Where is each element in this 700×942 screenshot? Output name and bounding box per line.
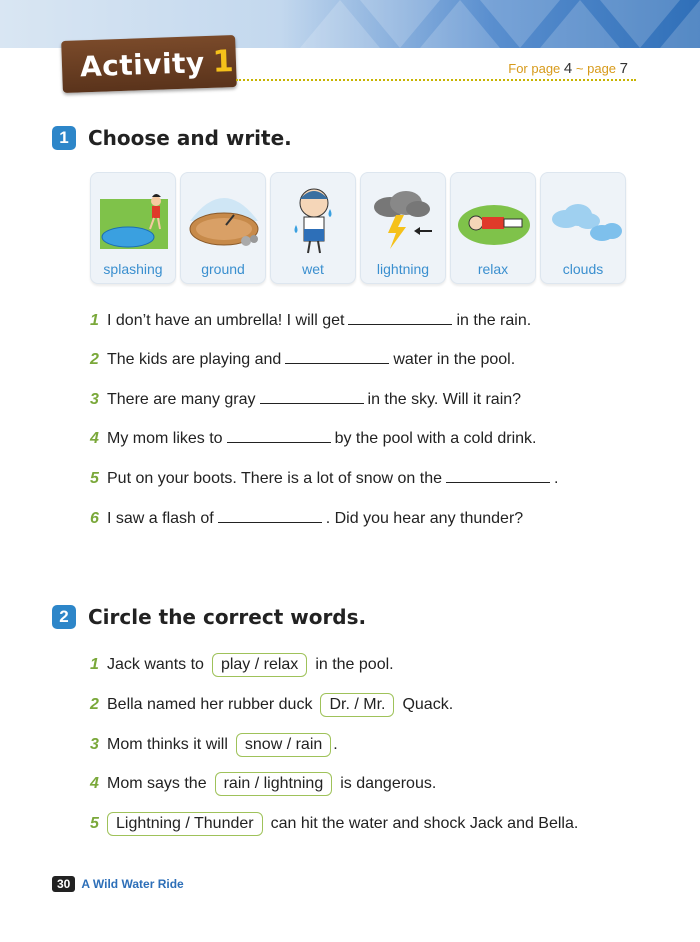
sentence-number: 5: [90, 470, 99, 487]
answer-blank[interactable]: [218, 509, 322, 523]
section1-title: Choose and write.: [88, 126, 292, 150]
sentence-number: 2: [90, 351, 99, 368]
word-label: ground: [201, 261, 245, 277]
book-title: A Wild Water Ride: [81, 877, 184, 891]
page-reference: [508, 60, 628, 77]
sentence-number: 5: [90, 815, 99, 832]
s1-sentence-6: [90, 509, 523, 528]
sentence-text: is dangerous.: [340, 775, 437, 792]
sentence-number: 4: [90, 775, 99, 792]
word-card-wet: [270, 172, 356, 284]
answer-blank[interactable]: [260, 390, 364, 404]
page-ref-for: For page: [508, 61, 561, 76]
answer-blank[interactable]: [348, 311, 452, 325]
sentence-text: in the rain.: [456, 312, 532, 329]
word-choice-box[interactable]: rain / lightning: [215, 772, 333, 796]
sentence-text: There are many gray: [107, 391, 256, 408]
s1-sentence-5: [90, 469, 558, 488]
sentence-text: Quack.: [402, 696, 454, 713]
sentence-text: .: [333, 736, 338, 753]
sentence-number: 4: [90, 430, 99, 447]
word-label: splashing: [103, 261, 163, 277]
word-label: clouds: [562, 261, 604, 277]
word-cards: [90, 172, 626, 284]
section2-title: Circle the correct words.: [88, 605, 367, 629]
s2-sentence-5: [90, 812, 578, 836]
activity-word: Activity: [79, 45, 206, 83]
sentence-number: 1: [90, 656, 99, 673]
sentence-text: I saw a flash of: [107, 510, 214, 527]
word-choice-box[interactable]: play / relax: [212, 653, 307, 677]
page-ref-start: 4: [563, 60, 573, 77]
word-card-clouds: [540, 172, 626, 284]
sentence-number: 3: [90, 391, 99, 408]
sentence-number: 1: [90, 312, 99, 329]
section2-badge: 2: [52, 605, 76, 629]
word-label: wet: [302, 261, 324, 277]
word-choice-box[interactable]: Dr. / Mr.: [320, 693, 394, 717]
s1-sentence-1: [90, 311, 531, 330]
sentence-text: water in the pool.: [393, 351, 516, 368]
sentence-text: by the pool with a cold drink.: [334, 430, 537, 447]
sentence-number: 3: [90, 736, 99, 753]
wet-icon: [274, 179, 354, 257]
sentence-text: Mom thinks it will: [107, 736, 228, 753]
s2-sentence-3: [90, 733, 338, 757]
sentence-number: 6: [90, 510, 99, 527]
relax-icon: [454, 179, 534, 257]
clouds-icon: [544, 179, 624, 257]
sentence-text: . Did you hear any thunder?: [325, 510, 524, 527]
ground-icon: [184, 179, 264, 257]
section1-heading: [52, 126, 292, 150]
word-choice-box[interactable]: snow / rain: [236, 733, 331, 757]
sentence-text: The kids are playing and: [107, 351, 282, 368]
sentence-text: .: [554, 470, 559, 487]
activity-number: 1: [212, 43, 235, 80]
header-dotted-line: [236, 79, 636, 81]
sentence-number: 2: [90, 696, 99, 713]
splashing-icon: [94, 179, 174, 257]
word-card-relax: [450, 172, 536, 284]
answer-blank[interactable]: [446, 469, 550, 483]
s2-sentence-4: [90, 772, 436, 796]
word-label: lightning: [376, 261, 430, 277]
s2-sentence-1: [90, 653, 394, 677]
page-ref-page: page: [587, 61, 617, 76]
sentence-text: My mom likes to: [107, 430, 223, 447]
sentence-text: Bella named her rubber duck: [107, 696, 313, 713]
s1-sentence-3: [90, 390, 521, 409]
footer: [52, 876, 184, 892]
sentence-text: in the sky. Will it rain?: [367, 391, 522, 408]
sentence-text: Jack wants to: [107, 656, 204, 673]
page-ref-sep: ~: [575, 61, 584, 76]
word-card-splashing: [90, 172, 176, 284]
sentence-text: Mom says the: [107, 775, 207, 792]
word-card-lightning: [360, 172, 446, 284]
sentence-text: I don’t have an umbrella! I will get: [107, 312, 345, 329]
s1-sentence-2: [90, 350, 515, 369]
s1-sentence-4: [90, 429, 536, 448]
lightning-icon: [364, 179, 444, 257]
section2-heading: [52, 605, 366, 629]
section1-badge: 1: [52, 126, 76, 150]
page-number: 30: [52, 876, 75, 892]
answer-blank[interactable]: [285, 350, 389, 364]
sentence-text: in the pool.: [315, 656, 394, 673]
word-label: relax: [477, 261, 509, 277]
answer-blank[interactable]: [227, 429, 331, 443]
activity-title-board: [61, 35, 237, 93]
page-ref-end: 7: [619, 60, 628, 77]
s2-sentence-2: [90, 693, 453, 717]
sentence-text: Put on your boots. There is a lot of snow on the: [107, 470, 443, 487]
sentence-text: can hit the water and shock Jack and Bella.: [270, 815, 579, 832]
word-card-ground: [180, 172, 266, 284]
word-choice-box[interactable]: Lightning / Thunder: [107, 812, 263, 836]
